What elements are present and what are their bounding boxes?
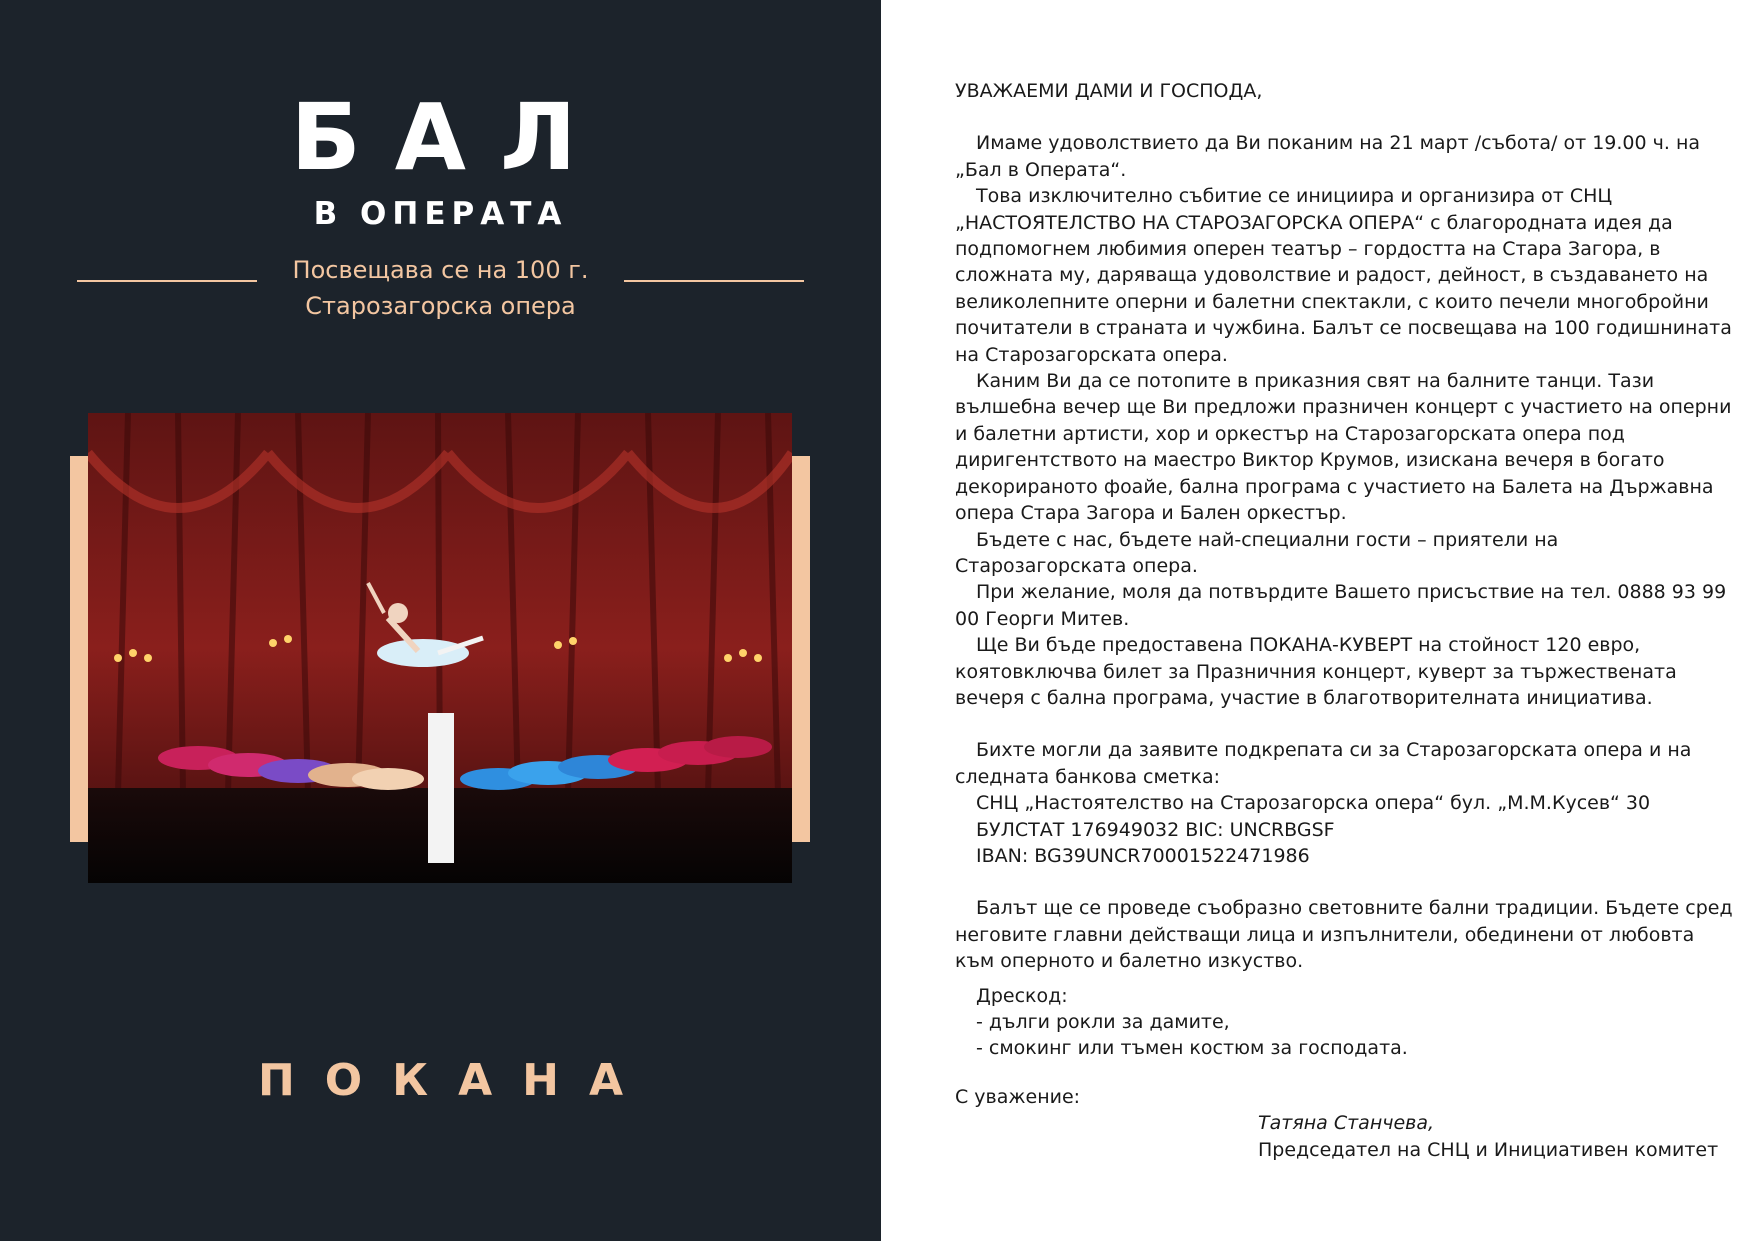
paragraph-rsvp: При желание, моля да потвърдите Вашето присъствие на тел. 0888 93 99 00 Георги Митев.: [955, 581, 1727, 630]
paragraph-program: Каним Ви да се потопите в приказния свят на балните танци. Тази вълшебна вечер ще Ви предложи празничен концерт с участието на оперни и балетни артисти, хор и оркестър на Старозагорската опера под диригентството на маестро Виктор Крумов, изискана вечеря в богато декорираното фоайе, бална програма с участието на Балета на Държавна опера Стара Загора и Бален оркестър.: [955, 370, 1732, 525]
paragraph-organizer: Това изключително събитие се инициира и организира от СНЦ „НАСТОЯТЕЛСТВО НА СТАРОЗАГОРСКА ОПЕРА“ с благородната идея да подпомогнем любимия оперен театър – гордостта на Стара Загора, в сложната му, даряваща удоволствие и радост, дейност, в създаването на великолепните оперни и балетни спектакли, с които печели многобройни почитатели в страната и чужбина. Балът се посвещава на 100 годишнината на Старозагорската опера.: [955, 185, 1732, 366]
letter-body: [955, 78, 1735, 1163]
paragraph-support: Бихте могли да заявите подкрепата си за Старозагорската опера и на следната банкова сметка:: [955, 739, 1692, 788]
dedication-line-2: Старозагорска опера: [305, 292, 576, 320]
invitation-label: ПОКАНА: [257, 1055, 654, 1106]
signer-title: Председател на СНЦ и Инициативен комитет: [1258, 1138, 1719, 1161]
paragraph-ticket: Ще Ви бъде предоставена ПОКАНА-КУВЕРТ на стойност 120 евро, коятовключва билет за Празничния концерт, куверт за тържествената вечеря с бална програма, участие в благотворителната инициатива.: [955, 634, 1677, 709]
dedication-line-1: Посвещава се на 100 г.: [292, 256, 589, 284]
bank-line-3: IBAN: BG39UNCR70001522471986: [976, 844, 1310, 867]
bank-line-2: БУЛСТАТ 176949032 BIC: UNCRBGSF: [976, 818, 1335, 841]
cover-title: БАЛ: [290, 84, 611, 191]
signer-name: Татяна Станчева,: [1258, 1112, 1435, 1135]
salutation: УВАЖАЕМИ ДАМИ И ГОСПОДА,: [955, 80, 1263, 102]
photo-frame-bar-right: [792, 456, 810, 842]
dedication: [0, 252, 881, 324]
paragraph-guests: Бъдете с нас, бъдете най-специални гости – приятели на Старозагорската опера.: [955, 528, 1559, 577]
bank-line-1: СНЦ „Настоятелство на Старозагорска опера“ бул. „М.М.Кусев“ 30: [976, 792, 1651, 815]
paragraph-tradition: Балът ще се проведе съобразно световните бални традиции. Бъдете сред неговите главни действащи лица и изпълнители, обединени от любовта към оперното и балетно изкуство.: [955, 897, 1733, 973]
ballet-stage-photo: [88, 413, 792, 883]
photo-frame-bar-left: [70, 456, 88, 842]
paragraph-date: Имаме удоволствието да Ви поканим на 21 март /събота/ от 19.00 ч. на „Бал в Операта“.: [955, 132, 1701, 181]
closing: С уважение:: [955, 1085, 1081, 1108]
dresscode-item-2: - смокинг или тъмен костюм за господата.: [976, 1037, 1408, 1060]
dresscode-item-1: - дълги рокли за дамите,: [976, 1011, 1230, 1033]
dresscode-title: Дрескод:: [976, 984, 1068, 1007]
cover-subtitle: В ОПЕРАТА: [313, 196, 568, 232]
